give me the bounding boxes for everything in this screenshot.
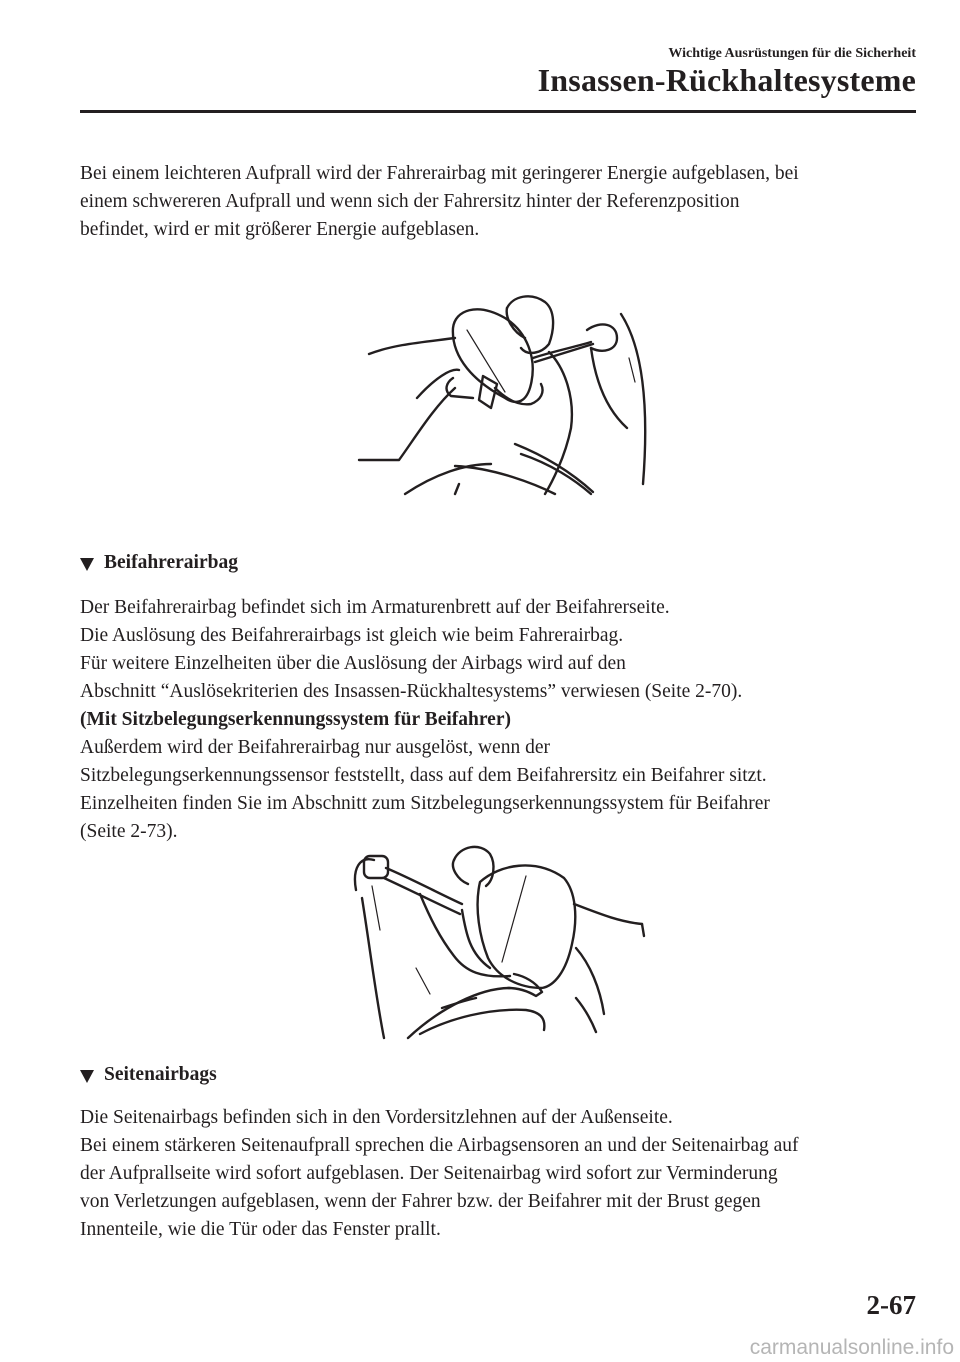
paragraph-line: Die Seitenairbags befinden sich in den Vordersitzlehnen auf der Außenseite. — [80, 1107, 673, 1128]
airbag-shape — [478, 866, 576, 988]
watermark: carmanualsonline.info — [749, 1336, 954, 1359]
paragraph-line: Bei einem stärkeren Seitenaufprall sprechen die Airbagsensoren an und der Seitenairbag auf — [80, 1135, 799, 1156]
paragraph-line: der Aufprallseite wird sofort aufgeblasen. Der Seitenairbag wird sofort zur Verminderung — [80, 1163, 778, 1184]
intro-line: Bei einem leichteren Aufprall wird der Fahrerairbag mit geringerer Energie aufgeblasen, bei — [80, 163, 799, 184]
paragraph-line: Sitzbelegungserkennungssensor feststellt, dass auf dem Beifahrersitz ein Beifahrer sitzt. — [80, 765, 767, 786]
intro-paragraph — [80, 160, 920, 244]
page-number: 2-67 — [866, 1290, 916, 1320]
intro-line: befindet, wird er mit größerer Energie aufgeblasen. — [80, 219, 480, 240]
paragraph-line: (Seite 2-73). — [80, 821, 178, 842]
paragraph-line: Innenteile, wie die Tür oder das Fenster prallt. — [80, 1219, 441, 1240]
section-heading-text: Seitenairbags — [104, 1064, 217, 1085]
paragraph-line: Für weitere Einzelheiten über die Auslösung der Airbags wird auf den — [80, 653, 626, 674]
paragraph-line: Abschnitt “Auslösekriterien des Insassen-Rückhaltesystems” verwiesen (Seite 2-70). — [80, 681, 743, 702]
driver-airbag-illustration — [355, 288, 655, 498]
paragraph-line: Außerdem wird der Beifahrerairbag nur ausgelöst, wenn der — [80, 737, 550, 758]
paragraph-line: Die Auslösung des Beifahrerairbags ist gleich wie beim Fahrerairbag. — [80, 625, 624, 646]
section-heading-beifahrerairbag — [80, 552, 238, 574]
paragraph-line: von Verletzungen aufgeblasen, wenn der Fahrer bzw. der Beifahrer mit der Brust gegen — [80, 1191, 761, 1212]
page-title: Insassen-Rückhaltesysteme — [537, 62, 916, 98]
triangle-bullet-icon — [80, 1070, 94, 1083]
header-divider — [80, 110, 916, 113]
header-subtitle: Wichtige Ausrüstungen für die Sicherheit — [668, 46, 916, 61]
triangle-bullet-icon — [80, 558, 94, 571]
passenger-paragraph — [80, 594, 920, 846]
dashboard-outline — [369, 338, 455, 354]
side-airbag-paragraph — [80, 1104, 920, 1244]
intro-line: einem schwereren Aufprall und wenn sich der Fahrersitz hinter der Referenzposition — [80, 191, 740, 212]
paragraph-line: Einzelheiten finden Sie im Abschnitt zum Sitzbelegungserkennungssystem für Beifahrer — [80, 793, 770, 814]
section-heading-text: Beifahrerairbag — [104, 552, 238, 573]
section-heading-seitenairbags — [80, 1064, 217, 1086]
airbag-shape — [453, 309, 533, 402]
paragraph-line: Der Beifahrerairbag befindet sich im Armaturenbrett auf der Beifahrerseite. — [80, 597, 670, 618]
passenger-airbag-illustration — [350, 838, 650, 1042]
bold-condition-line: (Mit Sitzbelegungserkennungssystem für Beifahrer) — [80, 709, 511, 730]
